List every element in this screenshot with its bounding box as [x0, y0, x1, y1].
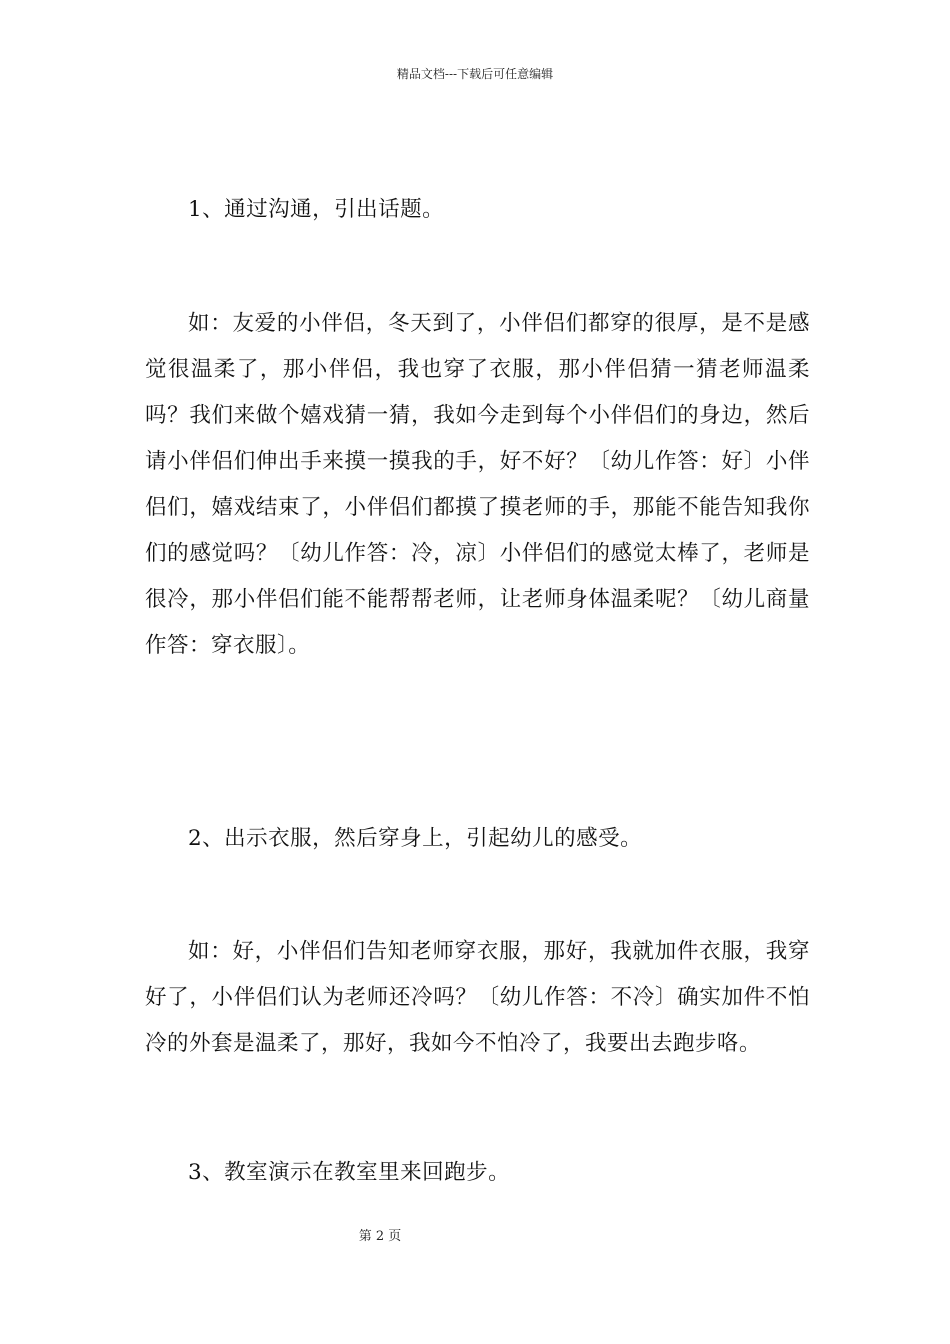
page-number: 第 2 页	[358, 1229, 402, 1244]
paragraph-step-1: 1、通过沟通，引出话题。	[188, 197, 445, 222]
paragraph-step-3: 3、教室演示在教室里来回跑步。	[188, 1160, 511, 1185]
paragraph-example-1: 如：友爱的小伴侣，冬天到了，小伴侣们都穿的很厚，是不是感觉很温柔了，那小伴侣，我也穿了衣服，那小伴侣猜一猜老师温柔吗？我们来做个嬉戏猜一猜，我如今走到每个小伴侣们的身边，然后请小伴侣们伸出手来摸一摸我的手，好不好？〔幼儿作答：好〕小伴侣们，嬉戏结束了，小伴侣们都摸了摸老师的手，那能不能告知我你们的感觉吗？〔幼儿作答：冷，凉〕小伴侣们的感觉太棒了，老师是很冷，那小伴侣们能不能帮帮老师，让老师身体温柔呢？〔幼儿商量作答：穿衣服〕。	[145, 311, 810, 658]
paragraph-example-2: 如：好，小伴侣们告知老师穿衣服，那好，我就加件衣服，我穿好了，小伴侣们认为老师还冷吗？〔幼儿作答：不冷〕确实加件不怕冷的外套是温柔了，那好，我如今不怕冷了，我要出去跑步咯。	[145, 939, 810, 1056]
paragraph-step-2: 2、出示衣服，然后穿身上，引起幼儿的感受。	[188, 826, 643, 851]
page-header: 精品文档---下载后可任意编辑	[396, 67, 554, 81]
